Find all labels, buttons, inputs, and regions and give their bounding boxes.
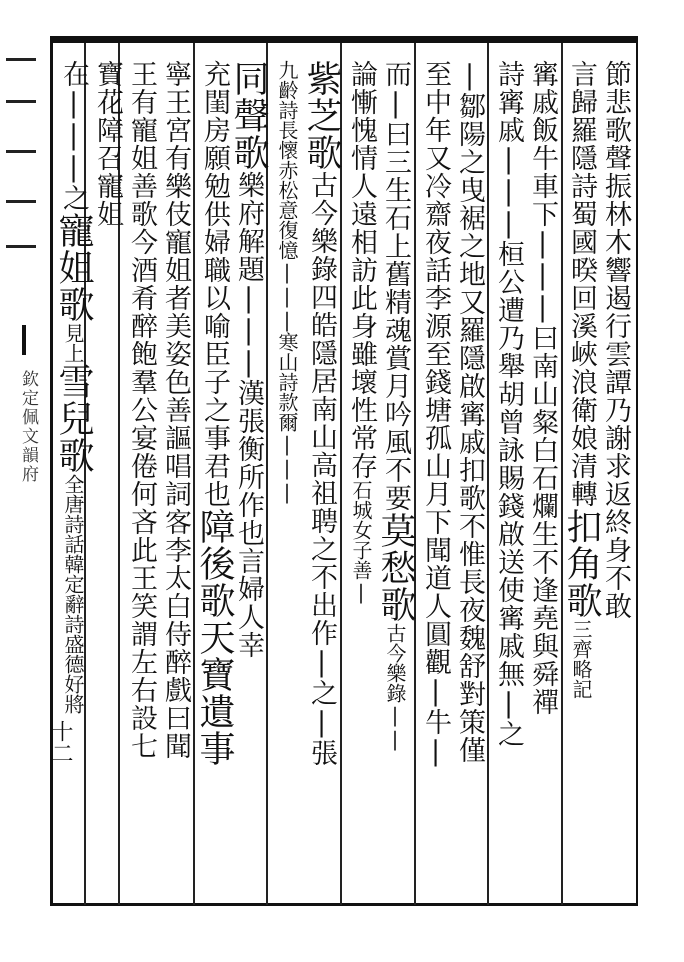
margin-mark: [6, 200, 36, 203]
column-text: 在|||之: [58, 60, 89, 212]
source-note: 古今樂錄||: [383, 623, 407, 751]
song-title: 同聲歌: [228, 60, 269, 171]
margin-mark: [6, 100, 36, 103]
column-text: 言歸羅隱詩蜀國暌回溪峽浪衛娘清轉: [566, 60, 597, 508]
column-text: 而|曰三生石上舊精魂賞月吟風不要: [380, 60, 411, 512]
source-note: 全唐詩話韓定辭詩盛德好將: [61, 474, 85, 714]
text-column: [489, 60, 527, 748]
text-column: [54, 60, 92, 714]
text-column: [523, 60, 561, 716]
source-note: 石城女子善|: [349, 480, 373, 604]
text-column: [268, 60, 306, 504]
column-text: 古今樂錄四皓隱居南山高祖聘之不出作|之|張: [306, 171, 337, 767]
column-text: 樂府解題|||漢張衡所作也言婦人幸: [233, 171, 264, 659]
song-title: 紫芝歌: [301, 60, 342, 171]
source-note: 三齊略記: [569, 619, 593, 699]
margin-mark: [6, 58, 36, 61]
column-text: 寗戚飯牛車下|||曰南山粲白石爛生不逢堯與舜禪: [527, 60, 558, 716]
text-column: [342, 60, 380, 604]
song-title: 莫愁歌: [375, 512, 416, 623]
column-text: 寧王宮有樂伎寵姐者美姿色善謳唱詞客李太白侍醉戲曰聞: [160, 60, 191, 760]
song-title: 雪兒歌: [53, 363, 94, 474]
text-column: [302, 60, 340, 767]
margin-section-label: 欽定佩文韻府: [18, 370, 38, 484]
margin-strip: [0, 40, 44, 900]
margin-mark: [6, 150, 36, 153]
text-column: [122, 60, 160, 760]
text-column: [450, 60, 488, 764]
fish-tail-mark: [22, 325, 26, 355]
column-text: |鄒陽之曳裾之地又羅隱啟寗戚扣歌不惟長夜魏舒對策僅: [454, 60, 485, 764]
source-note: 見上: [61, 323, 85, 363]
text-column: [562, 60, 600, 699]
text-column: [416, 60, 454, 768]
song-title: 扣角歌: [561, 508, 602, 619]
column-text: 九齡詩長懷赤松意復憶|||寒山詩款爾|||: [275, 60, 299, 504]
column-text: 寶花障召寵姐: [92, 60, 123, 228]
column-text: 節悲歌聲振林木響遏行雲譚乃謝求返終身不敢: [600, 60, 631, 620]
text-column: [88, 60, 126, 228]
margin-mark: [6, 245, 36, 248]
text-column: [156, 60, 194, 760]
text-column: [195, 60, 233, 767]
column-text: 論慚愧情人遠相訪此身雖壞性常存: [346, 60, 377, 480]
folio-number: 十二: [48, 720, 73, 764]
column-text: 王有寵姐善歌今酒肴醉飽羣公宴倦何吝此王笑謂左右設七: [126, 60, 157, 760]
song-title: 寵姐歌: [53, 212, 94, 323]
column-text: 詩寗戚|||桓公遭乃舉胡曾詠賜錢啟送使寗戚無|之: [493, 60, 524, 748]
song-title: 障後歌天寶遺事: [194, 508, 235, 767]
column-text: 至中年又冷齋夜話李源至錢塘孤山月下聞道人圓觀|牛|: [420, 60, 451, 768]
column-text: 充閨房願勉供婦職以喻臣子之事君也: [199, 60, 230, 508]
text-column: [376, 60, 414, 751]
